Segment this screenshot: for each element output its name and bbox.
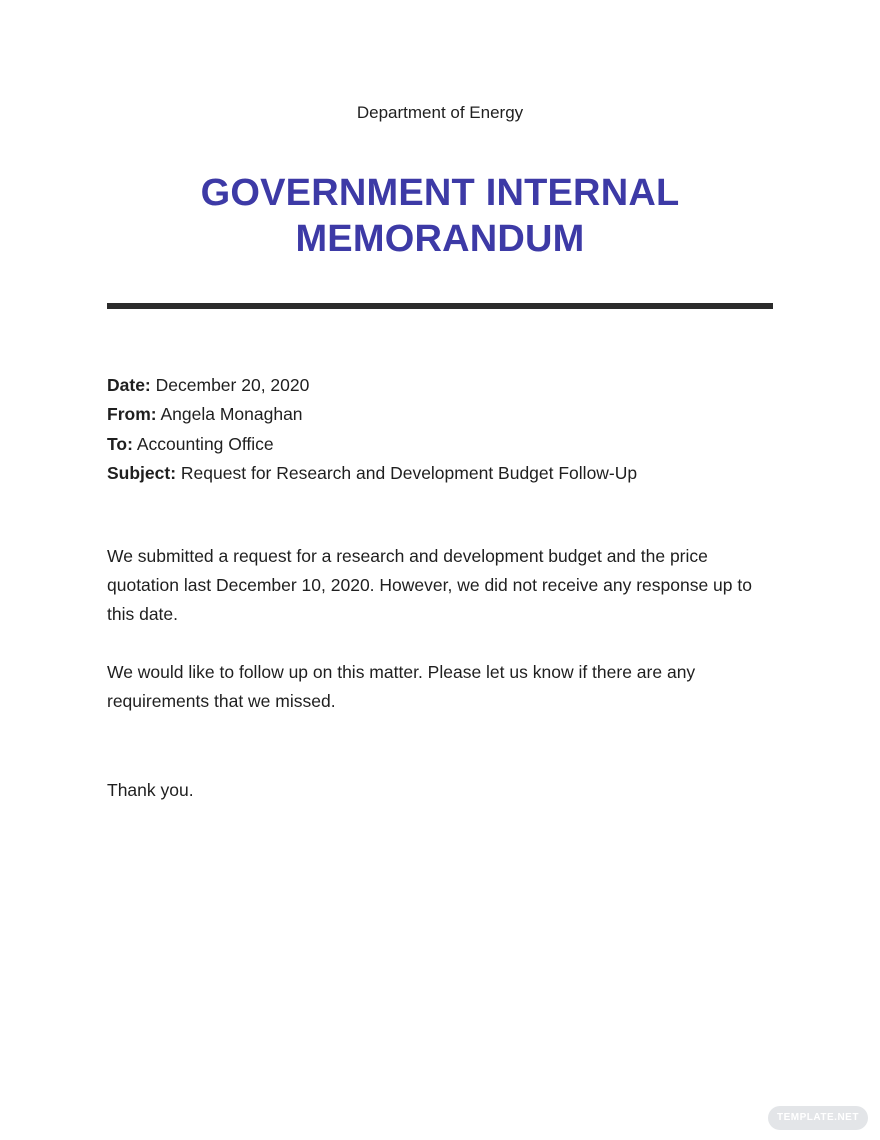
subject-label: Subject:: [107, 462, 177, 483]
memo-title-line-1: GOVERNMENT INTERNAL: [200, 172, 680, 214]
from-row: [107, 400, 787, 429]
header-divider: [107, 303, 773, 309]
date-row: [107, 371, 787, 400]
memo-title-line-2: MEMORANDUM: [295, 218, 585, 260]
template-watermark: TEMPLATE.NET: [768, 1106, 868, 1130]
subject-value: Request for Research and Development Budget Follow-Up: [180, 462, 638, 483]
department-name: Department of Energy: [356, 103, 524, 122]
closing-line: Thank you.: [107, 780, 194, 800]
body-paragraph-2: We would like to follow up on this matter. Please let us know if there are any requirements that we missed.: [107, 662, 696, 711]
memo-meta: [107, 371, 787, 488]
date-label: Date:: [107, 375, 151, 395]
from-label: From:: [107, 404, 157, 425]
body-paragraph-1: We submitted a request for a research and development budget and the price quotation last December 10, 2020. However, we did not receive any response up to this date.: [107, 546, 752, 624]
to-row: [107, 430, 787, 459]
to-value: Accounting Office: [136, 433, 274, 454]
from-value: Angela Monaghan: [160, 404, 303, 425]
to-label: To:: [107, 433, 133, 454]
memo-title: [140, 170, 740, 262]
subject-row: [107, 459, 787, 488]
date-value: December 20, 2020: [155, 375, 310, 395]
